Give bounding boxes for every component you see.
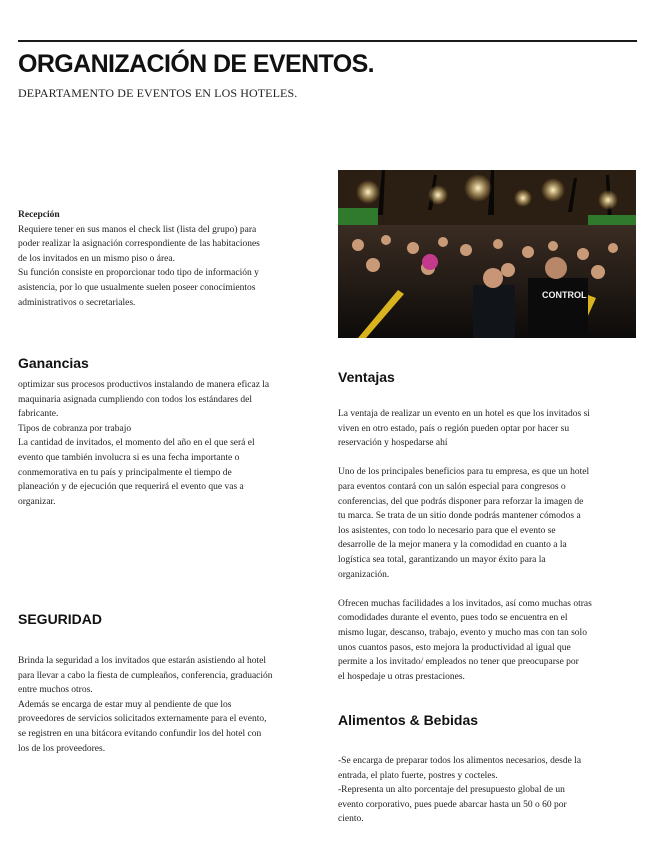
ventajas-line: comodidades durante el evento, pues todo se encuentra en el xyxy=(338,613,568,624)
ventajas-line: desarrolle de la mejor manera y la comodidad en cuanto a la xyxy=(338,540,567,551)
ventajas-line: La ventaja de realizar un evento en un hotel es que los invitados si xyxy=(338,409,590,419)
ventajas-line: para eventos contará con un salón especial para congresos o xyxy=(338,481,566,492)
recepcion-line: asistencia, por lo que usualmente suelen poseer conocimientos xyxy=(18,282,256,293)
seguridad-section xyxy=(18,654,273,756)
top-rule xyxy=(18,40,637,42)
seguridad-line: entre muchos otros. xyxy=(18,685,93,696)
control-label: CONTROL xyxy=(542,290,587,300)
ventajas-line: permite a los invitado/ empleados no tener que preocuparse por xyxy=(338,657,579,668)
ganancias-line: fabricante. xyxy=(18,409,59,420)
alimentos-line: -Representa un alto porcentaje del presupuesto global de un xyxy=(338,785,565,796)
ganancias-line: organizar. xyxy=(18,496,56,507)
alimentos-line: evento corporativo, pues puede abarcar hasta un 50 o 60 por xyxy=(338,799,567,810)
ganancias-heading: Ganancias xyxy=(18,355,89,371)
alimentos-line: ciento. xyxy=(338,814,364,825)
ganancias-section xyxy=(18,378,269,509)
ventajas-line: viven en otro estado, país o región pueden optar por hacer su xyxy=(338,423,570,434)
ventajas-line: reservación y hospedarse ahí xyxy=(338,438,448,449)
ventajas-line: el hospedaje u otras prestaciones. xyxy=(338,671,465,682)
ganancias-line: Tipos de cobranza por trabajo xyxy=(18,423,132,434)
ganancias-line: evento que también involucra si es una fecha importante o xyxy=(18,452,240,463)
seguridad-line: los de los proveedores. xyxy=(18,743,106,754)
ganancias-line: optimizar sus procesos productivos instalando de manera eficaz la xyxy=(18,380,270,390)
page-subtitle: DEPARTAMENTO DE EVENTOS EN LOS HOTELES. xyxy=(18,86,298,100)
page-title: ORGANIZACIÓN DE EVENTOS. xyxy=(18,50,375,78)
ventajas-heading: Ventajas xyxy=(338,369,395,385)
ventajas-line: mismo lugar, descanso, trabajo, evento y mucho mas con tan solo xyxy=(338,627,587,638)
ventajas-line: tu marca. Se trata de un sitio donde podrás mantener cómodos a xyxy=(338,511,581,522)
ventajas-line: organización. xyxy=(338,569,390,580)
alimentos-line: -Se encarga de preparar todos los alimentos necesarios, desde la xyxy=(338,756,582,766)
ganancias-line: conmemorativa en tu país y principalmente el tiempo de xyxy=(18,467,232,478)
seguridad-line: para llevar a cabo la fiesta de cumpleaños, conferencia, graduación xyxy=(18,670,273,681)
seguridad-heading: SEGURIDAD xyxy=(18,611,103,627)
event-crowd-photo xyxy=(338,170,636,338)
recepcion-line: poder realizar la asignación correspondiente de las habitaciones xyxy=(18,239,260,250)
ventajas-line: Ofrecen muchas facilidades a los invitados, así como muchas otras xyxy=(338,598,592,609)
ventajas-line: los asistentes, con todo lo necesario para que el evento se xyxy=(338,525,556,536)
recepcion-line: Requiere tener en sus manos el check list (lista del grupo) para xyxy=(18,224,257,235)
recepcion-line: de los invitados en un mismo piso o área. xyxy=(18,253,175,264)
recepcion-section xyxy=(18,208,260,310)
ventajas-line: unos cuantos pasos, esto mejora la productividad al igual que xyxy=(338,642,571,653)
recepcion-line: administrativos o secretariales. xyxy=(18,297,136,308)
seguridad-line: Además se encarga de estar muy al pendiente de que los xyxy=(18,699,232,710)
alimentos-heading: Alimentos & Bebidas xyxy=(338,712,479,728)
recepcion-heading: Recepción xyxy=(18,210,60,220)
ventajas-line: Uno de los principales beneficios para tu empresa, es que un hotel xyxy=(338,467,590,478)
seguridad-line: se registren en una bitácora evitando confundir los del hotel con xyxy=(18,728,262,739)
recepcion-line: Su función consiste en proporcionar todo tipo de información y xyxy=(18,268,259,279)
ventajas-section xyxy=(338,407,592,684)
alimentos-section xyxy=(338,754,581,827)
ventajas-line: conferencias, del que podrás disponer para reforzar la imagen de xyxy=(338,496,584,507)
seguridad-line: proveedores de servicios solicitados externamente para el evento, xyxy=(18,714,267,725)
ganancias-line: planeación y de ejecución que requerirá el evento que vas a xyxy=(18,482,244,493)
ventajas-line: logística sea total, garantizando un mayor éxito para la xyxy=(338,554,546,565)
ganancias-line: La cantidad de invitados, el momento del año en el que será el xyxy=(18,438,255,449)
alimentos-line: entrada, el plato fuerte, postres y cocteles. xyxy=(338,770,498,781)
ganancias-line: maquinaria asignada cumpliendo con todos los estándares del xyxy=(18,394,253,405)
seguridad-line: Brinda la seguridad a los invitados que estarán asistiendo al hotel xyxy=(18,656,266,666)
